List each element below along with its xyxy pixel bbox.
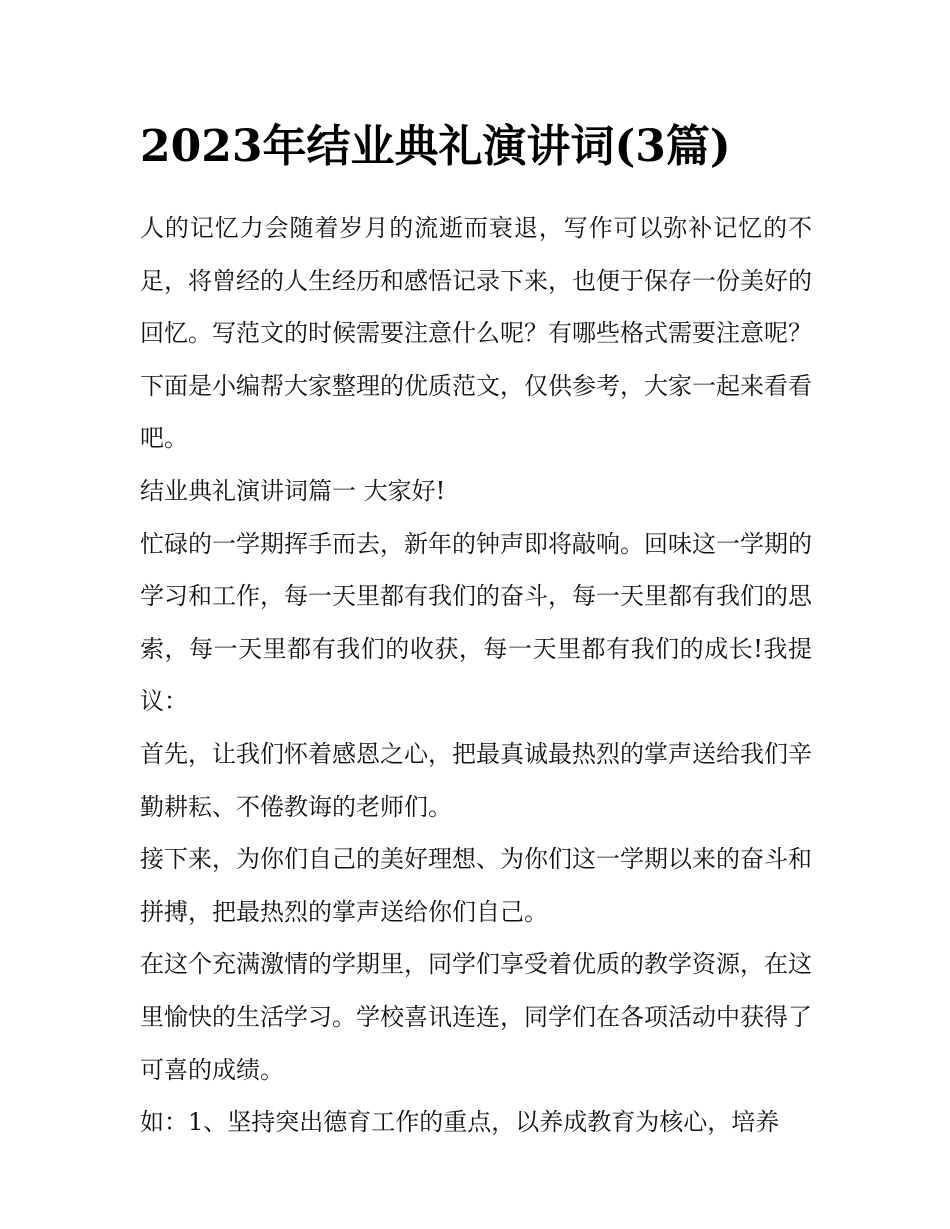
document-title: 2023年结业典礼演讲词(3篇) (140, 121, 731, 172)
document-page (140, 112, 812, 1149)
paragraph-thanks-teachers: 首先，让我们怀着感恩之心，把最真诚最热烈的掌声送给我们辛勤耕耘、不倦教诲的老师们。 (140, 739, 812, 821)
paragraph-achievements: 在这个充满激情的学期里，同学们享受着优质的教学资源，在这里愉快的生活学习。学校喜讯连连，同学们在各项活动中获得了可喜的成绩。 (140, 950, 812, 1084)
paragraph-example-list: 如：1、坚持突出德育工作的重点，以养成教育为核心，培养 (140, 1108, 780, 1137)
paragraph-intro: 人的记忆力会随着岁月的流逝而衰退，写作可以弥补记忆的不足，将曾经的人生经历和感悟记录下来，也便于保存一份美好的回忆。写范文的时候需要注意什么呢？有哪些格式需要注意呢？下面是小编帮大家整理的优质范文，仅供参考，大家一起来看看吧。 (140, 214, 812, 453)
paragraph-semester-review: 忙碌的一学期挥手而去，新年的钟声即将敲响。回味这一学期的学习和工作，每一天里都有我们的奋斗，每一天里都有我们的思索，每一天里都有我们的收获，每一天里都有我们的成长!我提议： (140, 529, 812, 716)
paragraph-section-heading: 结业典礼演讲词篇一 大家好! (140, 476, 446, 505)
paragraph-applause-selves: 接下来，为你们自己的美好理想、为你们这一学期以来的奋斗和拼搏，把最热烈的掌声送给你们自己。 (140, 845, 812, 926)
